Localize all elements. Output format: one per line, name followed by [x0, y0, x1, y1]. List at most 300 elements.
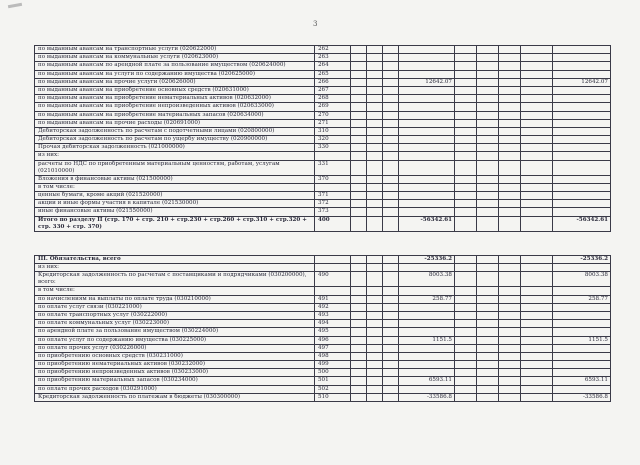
row-label: по выданным авансам на коммунальные услуги (020623000): [35, 54, 315, 62]
empty-cell: [351, 311, 367, 319]
empty-cell: [367, 86, 383, 94]
empty-cell: [477, 264, 499, 272]
empty-cell: [499, 152, 521, 160]
row-value-total: 12642.07: [553, 78, 611, 86]
empty-cell: [499, 136, 521, 144]
empty-cell: [383, 46, 399, 54]
empty-cell: [455, 111, 477, 119]
empty-cell: [455, 344, 477, 352]
row-label: Прочая дебиторская задолженность (021000000): [35, 144, 315, 152]
row-label: по оплате транспортных услуг (030222000): [35, 311, 315, 319]
empty-cell: [367, 208, 383, 216]
empty-cell: [499, 119, 521, 127]
empty-cell: [351, 208, 367, 216]
empty-cell: [351, 369, 367, 377]
empty-cell: [383, 86, 399, 94]
empty-cell: [383, 361, 399, 369]
row-value-start: [399, 208, 455, 216]
empty-cell: [477, 344, 499, 352]
empty-cell: [367, 336, 383, 344]
empty-cell: [499, 54, 521, 62]
row-value-start: [399, 160, 455, 175]
row-code: 310: [315, 127, 351, 135]
row-label: по выданным авансам на приобретение нематериальных активов (020632000): [35, 95, 315, 103]
empty-cell: [499, 127, 521, 135]
row-label: по выданным авансам на прочие услуги (020626000): [35, 78, 315, 86]
empty-cell: [383, 311, 399, 319]
row-label: в том числе:: [35, 287, 315, 295]
row-code: 370: [315, 175, 351, 183]
row-code: 269: [315, 103, 351, 111]
empty-cell: [521, 256, 553, 264]
empty-cell: [383, 95, 399, 103]
row-label: из них:: [35, 264, 315, 272]
empty-cell: [477, 95, 499, 103]
row-code: 330: [315, 144, 351, 152]
empty-cell: [477, 256, 499, 264]
empty-cell: [383, 175, 399, 183]
table-row: [35, 62, 611, 70]
row-label: по оплате услуг связи (030221000): [35, 303, 315, 311]
empty-cell: [455, 320, 477, 328]
empty-cell: [383, 70, 399, 78]
row-label: по выданным авансам на транспортные услуги (020622000): [35, 46, 315, 54]
empty-cell: [477, 208, 499, 216]
empty-cell: [351, 336, 367, 344]
empty-cell: [521, 62, 553, 70]
row-value-total: [553, 136, 611, 144]
empty-cell: [367, 192, 383, 200]
empty-cell: [367, 152, 383, 160]
empty-cell: [383, 393, 399, 401]
empty-cell: [521, 78, 553, 86]
row-label: Кредиторская задолженность по расчетам с поставщиками и подрядчиками (030200000), всего:: [35, 272, 315, 287]
row-code: 492: [315, 303, 351, 311]
row-value-total: -33586.8: [553, 393, 611, 401]
empty-cell: [351, 136, 367, 144]
row-value-start: [399, 70, 455, 78]
empty-cell: [521, 127, 553, 135]
empty-cell: [477, 272, 499, 287]
empty-cell: [477, 385, 499, 393]
row-label: по выданным авансам на услуги по содержанию имущества (020625000): [35, 70, 315, 78]
table-row: [35, 336, 611, 344]
page-number: 3: [313, 20, 318, 28]
row-label: по оплате услуг по содержанию имущества (030225000): [35, 336, 315, 344]
table-row: [35, 160, 611, 175]
table-row: [35, 136, 611, 144]
row-value-total: [553, 311, 611, 319]
empty-cell: [367, 369, 383, 377]
empty-cell: [383, 344, 399, 352]
empty-cell: [367, 393, 383, 401]
empty-cell: [521, 352, 553, 360]
row-value-start: [399, 352, 455, 360]
empty-cell: [383, 328, 399, 336]
empty-cell: [383, 152, 399, 160]
empty-cell: [351, 200, 367, 208]
table-row: [35, 256, 611, 264]
empty-cell: [455, 70, 477, 78]
empty-cell: [351, 152, 367, 160]
empty-cell: [521, 103, 553, 111]
empty-cell: [521, 208, 553, 216]
empty-cell: [383, 295, 399, 303]
row-label: расчеты по НДС по приобретенным материальным ценностям, работам, услугам (021010000): [35, 160, 315, 175]
row-value-total: [553, 287, 611, 295]
empty-cell: [521, 264, 553, 272]
empty-cell: [351, 111, 367, 119]
row-label: по приобретению нематериальных активов (030232000): [35, 361, 315, 369]
empty-cell: [499, 303, 521, 311]
row-value-start: -33586.8: [399, 393, 455, 401]
row-value-total: [553, 86, 611, 94]
empty-cell: [521, 295, 553, 303]
empty-cell: [521, 369, 553, 377]
empty-cell: [499, 264, 521, 272]
empty-cell: [351, 62, 367, 70]
empty-cell: [351, 95, 367, 103]
table-row: [35, 54, 611, 62]
empty-cell: [455, 216, 477, 231]
empty-cell: [351, 192, 367, 200]
table-row: [35, 352, 611, 360]
row-code: 498: [315, 352, 351, 360]
empty-cell: [477, 144, 499, 152]
row-code: 265: [315, 70, 351, 78]
empty-cell: [383, 208, 399, 216]
empty-cell: [455, 361, 477, 369]
empty-cell: [499, 160, 521, 175]
table-row: [35, 385, 611, 393]
row-label: Дебиторская задолженность по расчетам по ущербу имуществу (020900000): [35, 136, 315, 144]
empty-cell: [477, 136, 499, 144]
empty-cell: [499, 111, 521, 119]
empty-cell: [499, 256, 521, 264]
row-code: 510: [315, 393, 351, 401]
row-value-total: [553, 361, 611, 369]
empty-cell: [499, 183, 521, 191]
row-value-total: 6593.11: [553, 377, 611, 385]
table-row: [35, 393, 611, 401]
row-value-total: [553, 46, 611, 54]
empty-cell: [367, 320, 383, 328]
row-value-start: [399, 136, 455, 144]
row-value-total: -56342.61: [553, 216, 611, 231]
empty-cell: [477, 127, 499, 135]
empty-cell: [521, 136, 553, 144]
empty-cell: [455, 393, 477, 401]
row-code: 371: [315, 192, 351, 200]
row-code: 496: [315, 336, 351, 344]
empty-cell: [351, 119, 367, 127]
empty-cell: [455, 385, 477, 393]
row-value-total: [553, 320, 611, 328]
empty-cell: [383, 192, 399, 200]
empty-cell: [477, 183, 499, 191]
empty-cell: [367, 62, 383, 70]
empty-cell: [499, 311, 521, 319]
empty-cell: [351, 70, 367, 78]
empty-cell: [499, 46, 521, 54]
empty-cell: [477, 192, 499, 200]
empty-cell: [455, 295, 477, 303]
row-value-start: [399, 311, 455, 319]
empty-cell: [499, 192, 521, 200]
empty-cell: [499, 272, 521, 287]
empty-cell: [383, 264, 399, 272]
empty-cell: [477, 200, 499, 208]
empty-cell: [477, 54, 499, 62]
row-value-total: [553, 144, 611, 152]
empty-cell: [351, 127, 367, 135]
empty-cell: [455, 369, 477, 377]
empty-cell: [455, 152, 477, 160]
row-value-start: [399, 385, 455, 393]
row-value-start: [399, 200, 455, 208]
row-label: акции и иные формы участия в капитале (021530000): [35, 200, 315, 208]
empty-cell: [521, 303, 553, 311]
empty-cell: [367, 70, 383, 78]
row-code: 500: [315, 369, 351, 377]
empty-cell: [367, 303, 383, 311]
row-value-start: -56342.61: [399, 216, 455, 231]
row-code: 501: [315, 377, 351, 385]
row-value-total: [553, 264, 611, 272]
empty-cell: [351, 272, 367, 287]
row-value-total: [553, 352, 611, 360]
empty-cell: [383, 78, 399, 86]
empty-cell: [367, 54, 383, 62]
empty-cell: [367, 136, 383, 144]
row-code: 266: [315, 78, 351, 86]
empty-cell: [499, 393, 521, 401]
empty-cell: [455, 144, 477, 152]
empty-cell: [367, 295, 383, 303]
row-label: по выданным авансам на приобретение непроизведенных активов (020633000): [35, 103, 315, 111]
row-value-start: [399, 111, 455, 119]
empty-cell: [455, 352, 477, 360]
empty-cell: [521, 361, 553, 369]
row-label: по выданным авансам на прочие расходы (020691000): [35, 119, 315, 127]
empty-cell: [477, 287, 499, 295]
empty-cell: [477, 352, 499, 360]
empty-cell: [383, 144, 399, 152]
row-value-total: [553, 160, 611, 175]
row-value-start: [399, 320, 455, 328]
table-row: [35, 369, 611, 377]
row-label: по приобретению основных средств (030231000): [35, 352, 315, 360]
empty-cell: [521, 320, 553, 328]
empty-cell: [351, 78, 367, 86]
row-code: 491: [315, 295, 351, 303]
table-row: [35, 95, 611, 103]
empty-cell: [477, 78, 499, 86]
row-value-start: [399, 152, 455, 160]
empty-cell: [521, 111, 553, 119]
row-label: по оплате прочих расходов (030291000): [35, 385, 315, 393]
empty-cell: [351, 295, 367, 303]
empty-cell: [455, 256, 477, 264]
row-value-total: [553, 95, 611, 103]
empty-cell: [477, 119, 499, 127]
row-code: 372: [315, 200, 351, 208]
empty-cell: [383, 272, 399, 287]
empty-cell: [367, 287, 383, 295]
row-code: 400: [315, 216, 351, 231]
empty-cell: [499, 352, 521, 360]
table-row: [35, 152, 611, 160]
row-label: по оплате коммунальных услуг (030223000): [35, 320, 315, 328]
table-row: [35, 70, 611, 78]
balance-table-section-2: [34, 45, 611, 232]
empty-cell: [367, 377, 383, 385]
table-row: [35, 78, 611, 86]
row-value-total: -25336.2: [553, 256, 611, 264]
empty-cell: [499, 385, 521, 393]
empty-cell: [367, 160, 383, 175]
empty-cell: [351, 320, 367, 328]
empty-cell: [455, 328, 477, 336]
row-label: III. Обязательства, всего: [35, 256, 315, 264]
row-code: 493: [315, 311, 351, 319]
row-label: Вложения в финансовые активы (021500000): [35, 175, 315, 183]
empty-cell: [367, 256, 383, 264]
table-row: [35, 119, 611, 127]
row-code: 262: [315, 46, 351, 54]
row-value-start: [399, 62, 455, 70]
row-value-total: [553, 127, 611, 135]
row-code: 263: [315, 54, 351, 62]
empty-cell: [351, 287, 367, 295]
row-label: Итого по разделу II (стр. 170 + стр. 210 + стр.230 + стр.260 + стр.310 + стр.320 + стр. 330 + стр. 370): [35, 216, 315, 231]
row-code: 270: [315, 111, 351, 119]
empty-cell: [477, 295, 499, 303]
row-value-total: [553, 344, 611, 352]
empty-cell: [455, 336, 477, 344]
empty-cell: [477, 111, 499, 119]
empty-cell: [455, 287, 477, 295]
row-value-start: 6593.11: [399, 377, 455, 385]
empty-cell: [367, 311, 383, 319]
empty-cell: [499, 78, 521, 86]
table-row: [35, 208, 611, 216]
empty-cell: [521, 200, 553, 208]
empty-cell: [383, 385, 399, 393]
empty-cell: [455, 54, 477, 62]
row-label: в том числе:: [35, 183, 315, 191]
row-value-total: [553, 62, 611, 70]
empty-cell: [383, 256, 399, 264]
row-value-total: [553, 175, 611, 183]
row-value-total: [553, 369, 611, 377]
row-value-total: [553, 192, 611, 200]
empty-cell: [477, 46, 499, 54]
empty-cell: [351, 344, 367, 352]
table-row: [35, 183, 611, 191]
empty-cell: [521, 344, 553, 352]
row-value-total: [553, 119, 611, 127]
empty-cell: [367, 216, 383, 231]
empty-cell: [383, 183, 399, 191]
empty-cell: [351, 183, 367, 191]
empty-cell: [383, 200, 399, 208]
row-label: по выданным авансам по арендной плате за пользование имуществом (020624000): [35, 62, 315, 70]
row-code: 268: [315, 95, 351, 103]
empty-cell: [351, 216, 367, 231]
scan-artifact: [8, 3, 22, 8]
row-value-start: [399, 183, 455, 191]
empty-cell: [455, 127, 477, 135]
row-code: [315, 183, 351, 191]
row-code: 267: [315, 86, 351, 94]
empty-cell: [367, 144, 383, 152]
row-value-start: [399, 303, 455, 311]
row-value-total: [553, 183, 611, 191]
empty-cell: [477, 152, 499, 160]
empty-cell: [351, 328, 367, 336]
row-code: 499: [315, 361, 351, 369]
row-label: по выданным авансам на приобретение материальных запасов (020634000): [35, 111, 315, 119]
empty-cell: [455, 311, 477, 319]
row-value-total: [553, 328, 611, 336]
empty-cell: [455, 303, 477, 311]
empty-cell: [455, 183, 477, 191]
empty-cell: [351, 256, 367, 264]
table-row: [35, 192, 611, 200]
row-value-start: [399, 344, 455, 352]
row-value-total: 1151.5: [553, 336, 611, 344]
empty-cell: [351, 175, 367, 183]
table-row: [35, 144, 611, 152]
row-value-total: 8003.38: [553, 272, 611, 287]
empty-cell: [367, 328, 383, 336]
empty-cell: [351, 352, 367, 360]
empty-cell: [477, 160, 499, 175]
empty-cell: [367, 352, 383, 360]
empty-cell: [383, 287, 399, 295]
empty-cell: [383, 377, 399, 385]
empty-cell: [477, 303, 499, 311]
empty-cell: [455, 272, 477, 287]
empty-cell: [383, 54, 399, 62]
empty-cell: [477, 175, 499, 183]
table-row: [35, 111, 611, 119]
empty-cell: [521, 385, 553, 393]
empty-cell: [455, 175, 477, 183]
table-row: [35, 127, 611, 135]
table-row: [35, 311, 611, 319]
row-code: [315, 152, 351, 160]
row-value-start: [399, 95, 455, 103]
empty-cell: [383, 352, 399, 360]
empty-cell: [351, 303, 367, 311]
balance-table-section-3: [34, 255, 611, 402]
row-code: 502: [315, 385, 351, 393]
empty-cell: [455, 62, 477, 70]
row-label: по оплате прочих услуг (030226000): [35, 344, 315, 352]
empty-cell: [521, 160, 553, 175]
empty-cell: [383, 62, 399, 70]
empty-cell: [455, 46, 477, 54]
empty-cell: [455, 119, 477, 127]
empty-cell: [521, 272, 553, 287]
row-value-total: [553, 103, 611, 111]
empty-cell: [383, 320, 399, 328]
row-value-start: [399, 86, 455, 94]
empty-cell: [477, 328, 499, 336]
row-code: 320: [315, 136, 351, 144]
